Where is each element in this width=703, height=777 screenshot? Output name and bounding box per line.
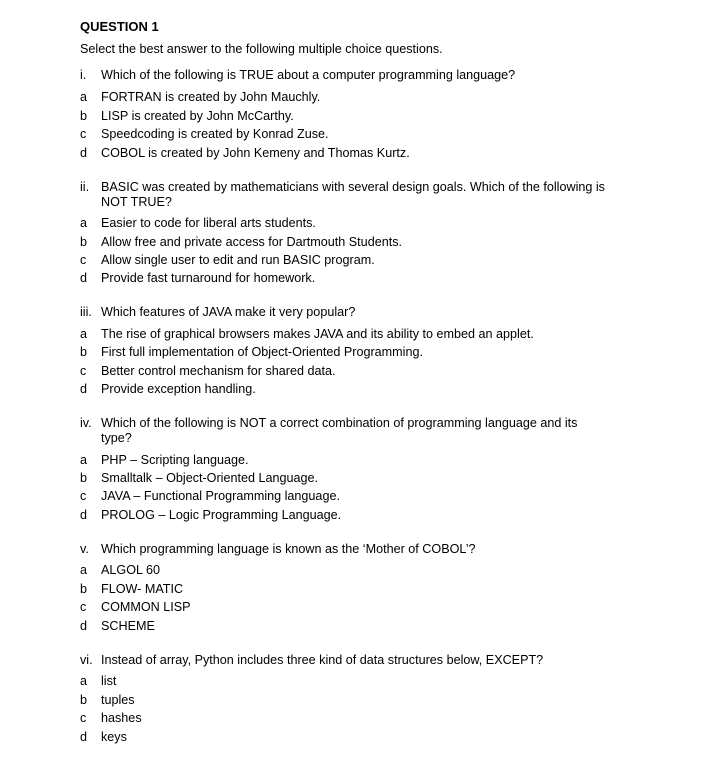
question-number: i. — [80, 68, 87, 82]
option-text: Better control mechanism for shared data. — [101, 364, 336, 378]
option-text: Allow single user to edit and run BASIC program. — [101, 253, 375, 267]
option-letter: a — [80, 453, 88, 467]
option-text: FLOW- MATIC — [101, 582, 184, 596]
option-text: LISP is created by John McCarthy. — [101, 109, 294, 123]
option-letter: a — [80, 327, 88, 341]
option-letter: b — [80, 582, 88, 596]
question-number: iii. — [80, 305, 92, 319]
option-text: FORTRAN is created by John Mauchly. — [101, 90, 321, 104]
option-letter: d — [80, 146, 88, 160]
option-letter: b — [80, 471, 88, 485]
option-text: JAVA – Functional Programming language. — [101, 489, 340, 503]
option-text: Speedcoding is created by Konrad Zuse. — [101, 127, 329, 141]
option-text: Allow free and private access for Dartmouth Students. — [101, 235, 402, 249]
option-text: Provide exception handling. — [101, 382, 256, 396]
option-text: COMMON LISP — [101, 600, 191, 614]
question-text: Which programming language is known as the ‘Mother of COBOL’? — [101, 542, 476, 556]
option-letter: d — [80, 619, 88, 633]
option-letter: a — [80, 216, 88, 230]
option-letter: d — [80, 382, 88, 396]
option-text: Smalltalk – Object-Oriented Language. — [101, 471, 319, 485]
question-number: iv. — [80, 416, 92, 430]
option-letter: c — [80, 253, 87, 267]
option-text: tuples — [101, 693, 135, 707]
option-text: Provide fast turnaround for homework. — [101, 271, 316, 285]
option-letter: b — [80, 235, 88, 249]
option-text: Easier to code for liberal arts students. — [101, 216, 316, 230]
question-number: v. — [80, 542, 89, 556]
option-letter: a — [80, 674, 88, 688]
question-number: vi. — [80, 653, 93, 667]
question-text: Instead of array, Python includes three kind of data structures below, EXCEPT? — [101, 653, 544, 667]
option-letter: d — [80, 730, 88, 744]
option-letter: c — [80, 127, 87, 141]
option-text: PHP – Scripting language. — [101, 453, 249, 467]
option-letter: b — [80, 345, 88, 359]
option-text: SCHEME — [101, 619, 155, 633]
option-letter: a — [80, 563, 88, 577]
option-text: COBOL is created by John Kemeny and Thomas Kurtz. — [101, 146, 410, 160]
option-text: ALGOL 60 — [101, 563, 161, 577]
question-text: Which features of JAVA make it very popular? — [101, 305, 356, 319]
option-text: First full implementation of Object-Oriented Programming. — [101, 345, 423, 359]
option-letter: b — [80, 693, 88, 707]
question-text: BASIC was created by mathematicians with several design goals. Which of the following is NOT TRUE? — [101, 180, 605, 209]
question-heading: QUESTION 1 — [80, 19, 159, 34]
option-letter: c — [80, 711, 87, 725]
option-text: The rise of graphical browsers makes JAVA and its ability to embed an applet. — [101, 327, 534, 341]
option-letter: c — [80, 600, 87, 614]
option-letter: c — [80, 364, 87, 378]
question-text: Which of the following is TRUE about a computer programming language? — [101, 68, 516, 82]
option-letter: c — [80, 489, 87, 503]
option-text: keys — [101, 730, 127, 744]
option-letter: b — [80, 109, 88, 123]
option-text: PROLOG – Logic Programming Language. — [101, 508, 342, 522]
instruction-text: Select the best answer to the following multiple choice questions. — [80, 42, 443, 56]
option-letter: a — [80, 90, 88, 104]
option-text: list — [101, 674, 117, 688]
question-text: Which of the following is NOT a correct combination of programming language and its type? — [101, 416, 578, 445]
option-letter: d — [80, 271, 88, 285]
question-number: ii. — [80, 180, 90, 194]
option-letter: d — [80, 508, 88, 522]
option-text: hashes — [101, 711, 142, 725]
